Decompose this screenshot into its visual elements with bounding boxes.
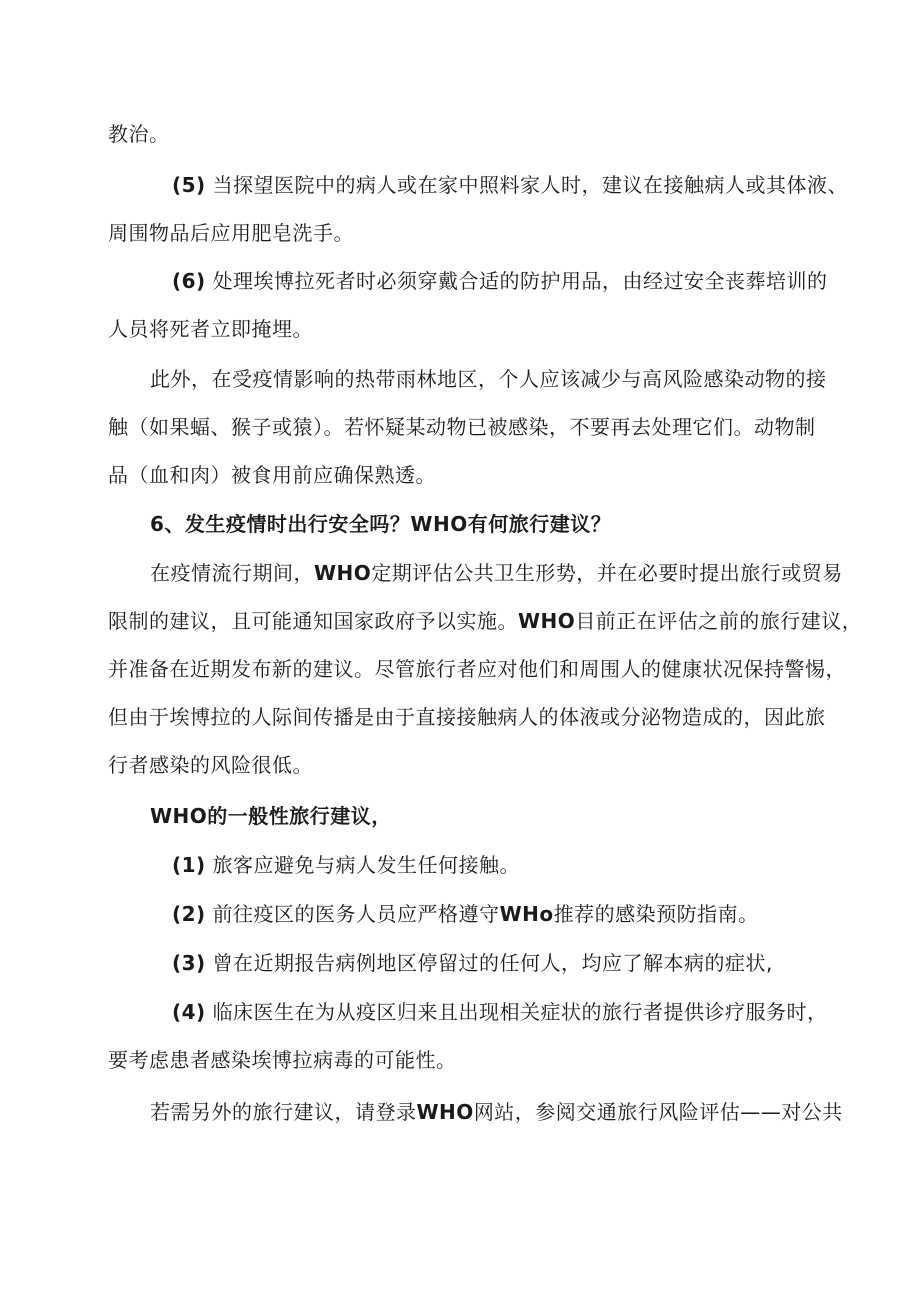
text: 教治。 bbox=[108, 122, 170, 146]
who-abbr: WHO bbox=[416, 1100, 474, 1124]
item-number: (5) bbox=[172, 173, 206, 197]
text: 旅客应避免与病人发生任何接触。 bbox=[212, 853, 521, 877]
text: 并准备在近期发布新的建议。尽管旅行者应对他们和周围人的健康状况保持警惕， bbox=[108, 657, 846, 681]
travel-item-4 bbox=[172, 999, 828, 1025]
paragraph-animals-line3 bbox=[108, 462, 436, 488]
paragraph-animals-line1 bbox=[150, 366, 827, 392]
text: 人员将死者立即掩埋。 bbox=[108, 317, 313, 341]
text: 限制的建议，且可能通知国家政府予以实施。 bbox=[108, 609, 518, 633]
text: 目前正在评估之前的旅行建议， bbox=[575, 609, 863, 633]
text: 周围物品后应用肥皂洗手。 bbox=[108, 221, 354, 245]
travel-item-1 bbox=[172, 852, 520, 878]
paragraph-who-line1 bbox=[150, 560, 843, 586]
text: 曾在近期报告病例地区停留过的任何人，均应了解本病的症状, bbox=[212, 951, 773, 975]
paragraph-who-line2 bbox=[108, 608, 862, 634]
text: 推荐的感染预防指南。 bbox=[553, 902, 759, 926]
sub-heading: WHO的一般性旅行建议， bbox=[150, 804, 392, 828]
text: 临床医生在为从疫区归来且出现相关症状的旅行者提供诊疗服务时， bbox=[212, 1000, 828, 1024]
list-item-5-line2 bbox=[108, 220, 354, 246]
travel-item-2 bbox=[172, 901, 759, 927]
text: 网站，参阅交通旅行风险评估——对公共 bbox=[473, 1100, 843, 1124]
who-abbr: WHO bbox=[518, 609, 576, 633]
text: 要考虑患者感染埃博拉病毒的可能性。 bbox=[108, 1048, 457, 1072]
who-abbr: WHO bbox=[314, 561, 372, 585]
item-number: (6) bbox=[172, 269, 206, 293]
item-number: (3) bbox=[172, 951, 206, 975]
item-number: (2) bbox=[172, 902, 206, 926]
item-number: (1) bbox=[172, 853, 206, 877]
paragraph-who-line5 bbox=[108, 752, 313, 778]
list-item-6-line2 bbox=[108, 316, 313, 342]
text: 品（血和肉）被食用前应确保熟透。 bbox=[108, 463, 436, 487]
text: 若需另外的旅行建议，请登录 bbox=[150, 1100, 417, 1124]
text: 在疫情流行期间， bbox=[150, 561, 314, 585]
text: 行者感染的风险很低。 bbox=[108, 753, 313, 777]
list-item-6 bbox=[172, 268, 828, 294]
text: 当探望医院中的病人或在家中照料家人时，建议在接触病人或其体液、 bbox=[212, 173, 849, 197]
text: 前往疫区的医务人员应严格遵守 bbox=[212, 902, 500, 926]
paragraph-who-line4 bbox=[108, 704, 826, 730]
text: 定期评估公共卫生形势，并在必要时提出旅行或贸易 bbox=[371, 561, 843, 585]
text: 处理埃博拉死者时必须穿戴合适的防护用品，由经过安全丧葬培训的 bbox=[212, 269, 828, 293]
travel-item-3 bbox=[172, 950, 773, 976]
list-item-5 bbox=[172, 172, 848, 198]
who-abbr: WHo bbox=[499, 902, 554, 926]
paragraph-more-advice bbox=[150, 1099, 843, 1125]
paragraph-animals-line2 bbox=[108, 414, 816, 440]
section-heading: 6、发生疫情时出行安全吗？WHO有何旅行建议？ bbox=[150, 512, 612, 536]
paragraph-continuation bbox=[108, 121, 170, 147]
text: 此外，在受疫情影响的热带雨林地区，个人应该减少与高风险感染动物的接 bbox=[150, 367, 827, 391]
travel-item-4-line2 bbox=[108, 1047, 457, 1073]
text: 触（如果蝠、猴子或猿）。若怀疑某动物已被感染，不要再去处理它们。动物制 bbox=[108, 415, 816, 439]
paragraph-who-line3 bbox=[108, 656, 846, 682]
item-number: (4) bbox=[172, 1000, 206, 1024]
text: 但由于埃博拉的人际间传播是由于直接接触病人的体液或分泌物造成的，因此旅 bbox=[108, 705, 826, 729]
